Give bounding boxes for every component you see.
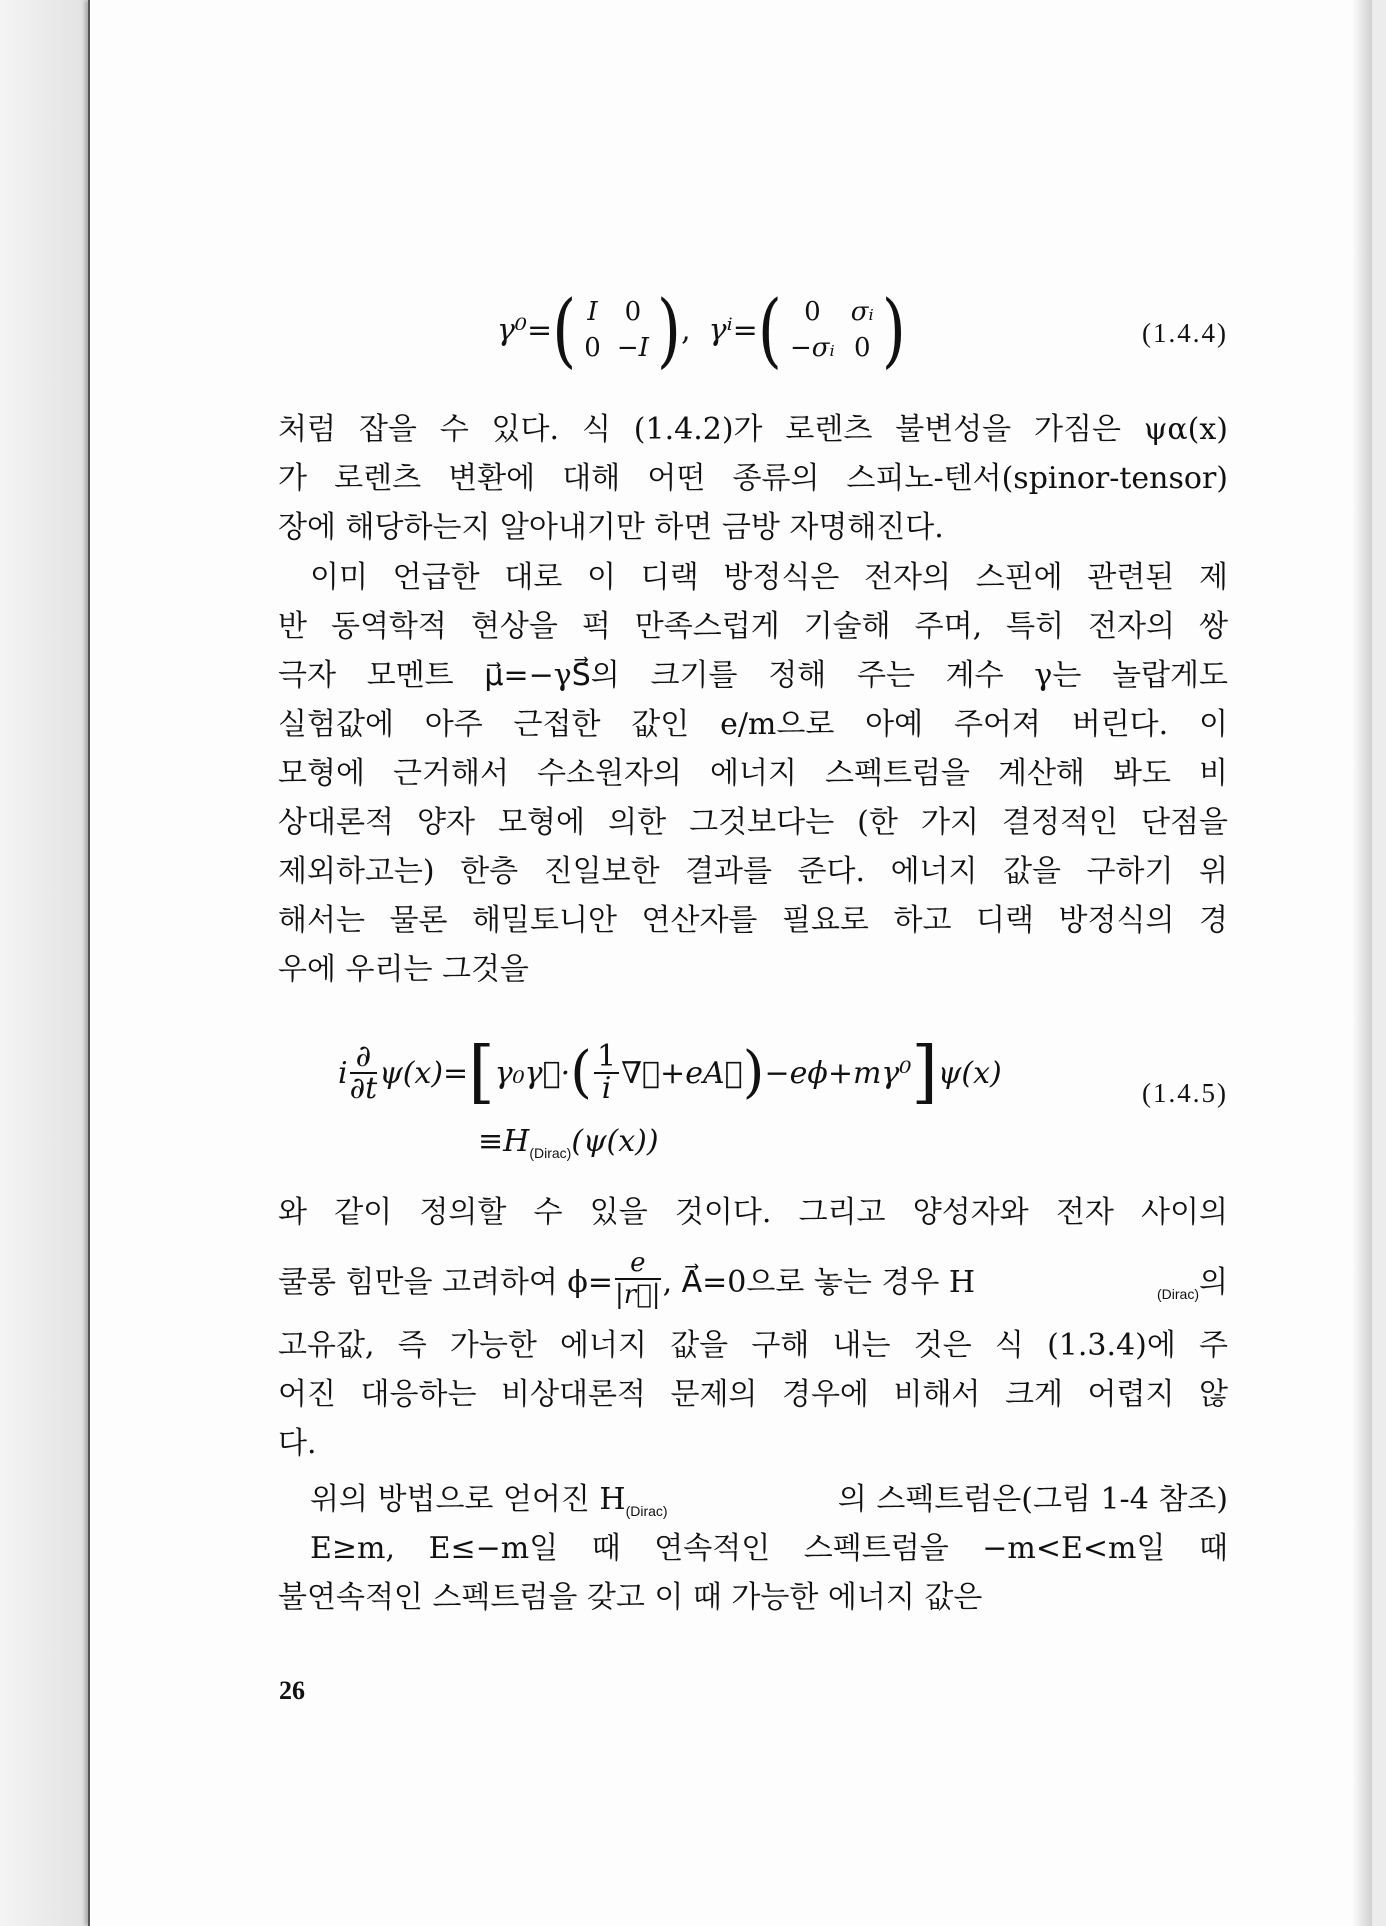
text-line: 고유값, 즉 가능한 에너지 값을 구해 내는 것은 식 (1.3.4)에 주: [278, 1328, 1228, 1363]
p4-line1-rest: [626, 1475, 1228, 1524]
text-line: 제외하고는) 한층 진일보한 결과를 준다. 에너지 값을 구하기 위: [278, 854, 1228, 889]
text-line: 가 로렌츠 변환에 대해 어떤 종류의 스피노-텐서(spinor-tensor): [278, 461, 1228, 496]
eq-gamma-part: γ₀γ⃗·: [494, 1055, 571, 1091]
page-number: 26: [279, 1676, 305, 1705]
text-line-with-fraction: [278, 1237, 1228, 1321]
text-line: 이미 언급한 대로 이 디랙 방정식은 전자의 스핀에 관련된 제: [310, 560, 1228, 595]
equation-1-4-5-line2: [478, 1120, 659, 1175]
text-line: [278, 1475, 1228, 1524]
one-over-i: [594, 1039, 619, 1106]
text-line: 다.: [278, 1426, 317, 1461]
paragraph-2: [278, 553, 1228, 994]
line2-mid: , A⃗=0으로 놓는 경우 H: [662, 1264, 976, 1300]
phi-fraction: [615, 1248, 661, 1310]
equation-number-1-4-5: (1.4.5): [1142, 1078, 1228, 1108]
matrix1-right-paren: ): [656, 281, 682, 377]
right-paren: ): [742, 1040, 765, 1105]
phi-numerator: e: [615, 1248, 661, 1280]
paragraph-3: [278, 1188, 1228, 1468]
eq-nabla-part: ∇⃗+eA⃗: [621, 1055, 743, 1091]
eq-psi2: ψ(x): [937, 1055, 1002, 1091]
page-edge-shadow: [1352, 0, 1372, 1926]
line2-rest: [663, 1257, 1228, 1302]
text-line: 모형에 근거해서 수소원자의 에너지 스펙트럼을 계산해 봐도 비: [278, 756, 1228, 791]
eq2-sub: (Dirac): [529, 1145, 572, 1161]
eq-rest: −eϕ+mγ⁰: [764, 1055, 912, 1091]
left-paren: (: [570, 1040, 593, 1105]
p4-line1-post: 의 스펙트럼은(그림 1-4 참조): [837, 1482, 1228, 1517]
m2-cell: 0: [804, 297, 821, 327]
eq-i: i: [338, 1055, 348, 1091]
equation-number-1-4-4: (1.4.4): [1142, 318, 1228, 348]
equation-1-4-5-line1: [338, 1028, 1002, 1118]
text-line: 반 동역학적 현상을 퍽 만족스럽게 기술해 주며, 특히 전자의 쌍: [278, 609, 1228, 644]
line2-pre: 쿨롱 힘만을 고려하여 ϕ=: [278, 1265, 614, 1300]
equation-1-4-4: [497, 281, 906, 377]
text-line: 극자 모멘트 μ⃗=−γS⃗의 크기를 정해 주는 계수 γ는 놀랍게도: [278, 658, 1228, 693]
paragraph-1: [278, 405, 1228, 552]
m1-cell: −I: [616, 333, 649, 363]
gamma0-label: γ⁰=: [497, 312, 553, 348]
matrix2-left-paren: (: [757, 281, 782, 377]
matrix2-right-paren: ): [881, 281, 906, 377]
m1-cell: 0: [584, 333, 601, 363]
paragraph-4: [278, 1475, 1228, 1622]
eq-psi: ψ(x)=: [379, 1055, 469, 1091]
m2-cell: 0: [853, 333, 871, 363]
text-line: 불연속적인 스펙트럼을 갖고 이 때 가능한 에너지 값은: [278, 1580, 983, 1615]
phi-denominator: |r⃗|: [615, 1280, 661, 1310]
text-line: 우에 우리는 그것을: [278, 952, 529, 987]
matrix1-left-paren: (: [552, 281, 577, 377]
frac-denominator: i: [601, 1071, 612, 1106]
d-denominator: ∂t: [349, 1071, 378, 1106]
text-line: E≥m, E≤−m일 때 연속적인 스펙트럼을 −m<E<m일 때: [310, 1531, 1228, 1566]
text-line: 상대론적 양자 모형에 의한 그것보다는 (한 가지 결정적인 단점을: [278, 805, 1228, 840]
text-line: 처럼 잡을 수 있다. 식 (1.4.2)가 로렌츠 불변성을 가짐은 ψα(x): [278, 412, 1228, 447]
line2-post: 의: [1199, 1264, 1228, 1300]
text-line: 와 같이 정의할 수 있을 것이다. 그리고 양성자와 전자 사이의: [278, 1195, 1228, 1230]
text-line: 장에 해당하는지 알아내기만 하면 금방 자명해진다.: [278, 510, 944, 545]
p4-sub: (Dirac): [625, 1503, 668, 1519]
line2-sub: (Dirac): [1157, 1285, 1200, 1302]
left-bracket: [: [468, 1033, 495, 1112]
m1-cell: 0: [624, 297, 642, 327]
p4-line1-pre: 위의 방법으로 얻어진 H: [310, 1482, 626, 1517]
left-margin-strip: [0, 0, 88, 1926]
right-bracket: ]: [911, 1033, 938, 1112]
text-line: 실험값에 아주 근접한 값인 e/m으로 아예 주어져 버린다. 이: [278, 707, 1228, 742]
m2-cell: σᵢ: [850, 297, 874, 327]
m2-cell: −σᵢ: [789, 333, 835, 363]
eq2-pre: ≡H: [478, 1124, 530, 1159]
d-numerator: ∂: [350, 1042, 378, 1074]
eq2-post: (ψ(x)): [571, 1124, 659, 1159]
matrix-1: [576, 294, 657, 366]
matrix-2: [782, 294, 882, 366]
text-line: 어진 대응하는 비상대론적 문제의 경우에 비해서 크게 어렵지 않: [278, 1377, 1228, 1412]
m1-cell: I: [587, 297, 598, 327]
frac-numerator: 1: [594, 1042, 619, 1074]
partial-derivative: [349, 1039, 378, 1106]
gammai-label: γⁱ=: [708, 312, 758, 348]
text-line: 해서는 물론 해밀토니안 연산자를 필요로 하고 디랙 방정식의 경: [278, 903, 1228, 938]
equation-separator: ,: [681, 312, 691, 348]
